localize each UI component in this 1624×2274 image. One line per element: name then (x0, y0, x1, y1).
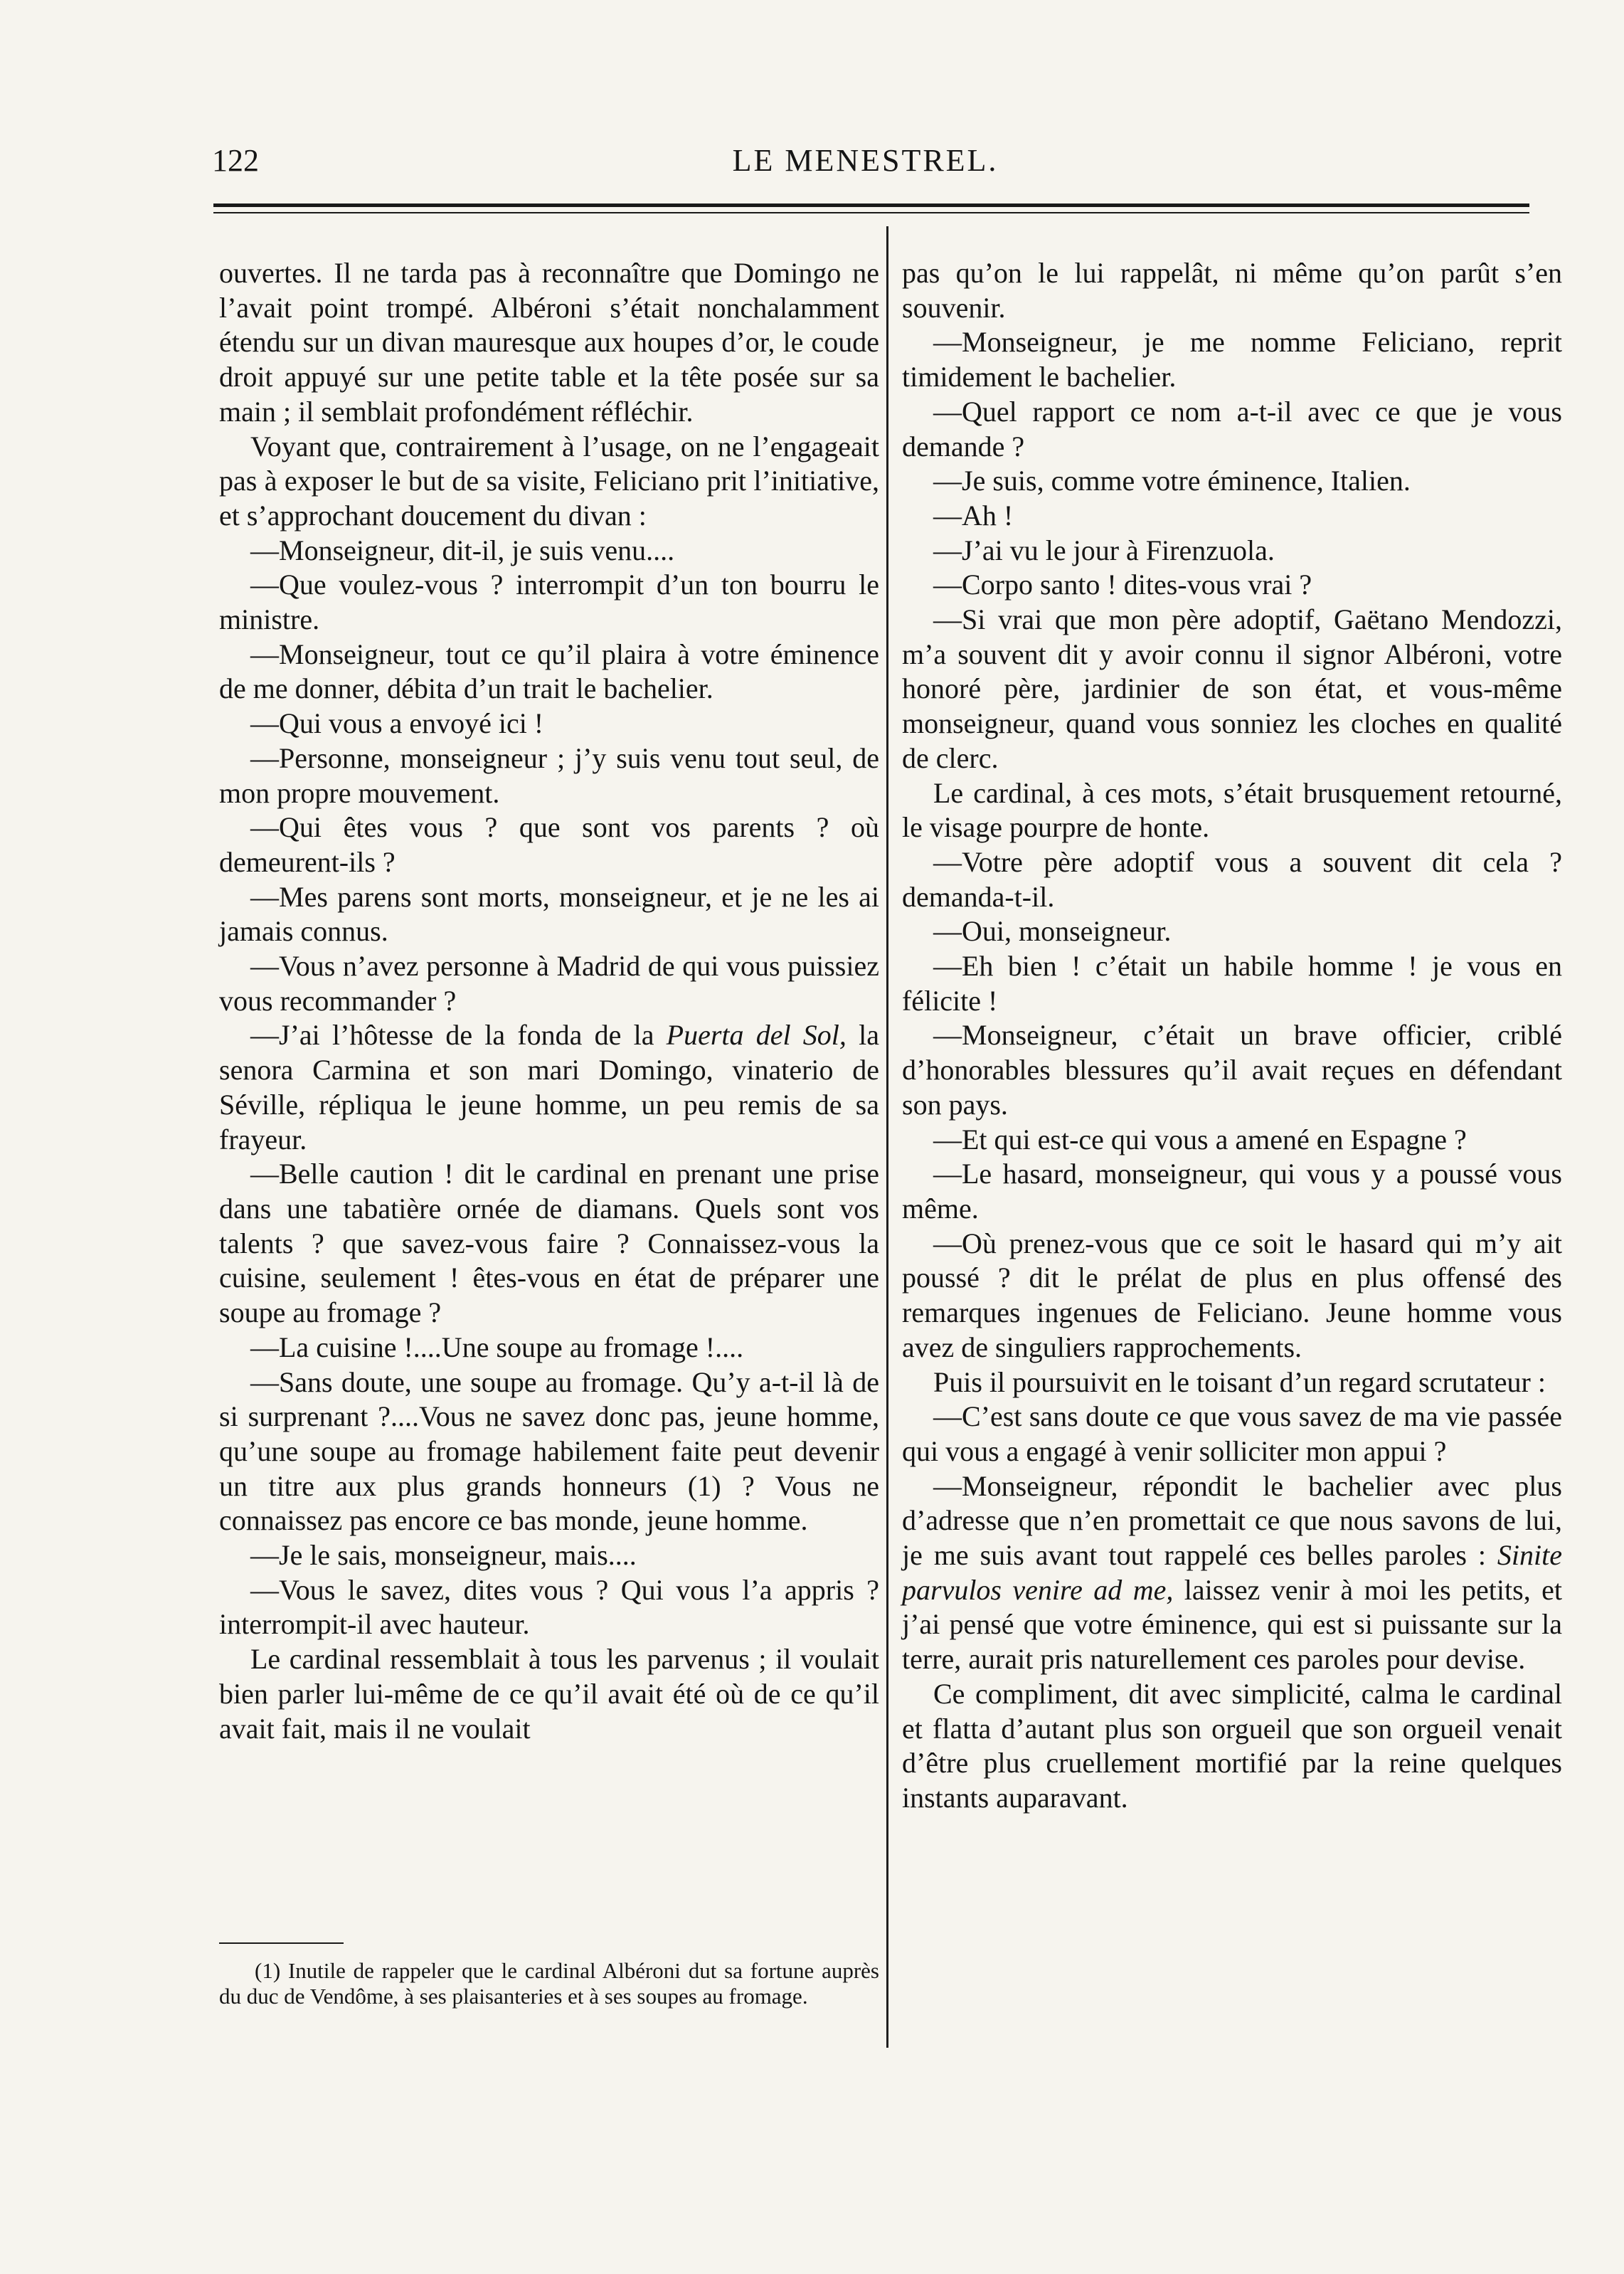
text-span: laissez venir à moi les petits, et j’ai pensé que votre éminence, qui est si puissante sur la terre, aurait pris naturellement ces paroles pour devise. (902, 1573, 1562, 1676)
paragraph: —Vous le savez, dites vous ? Qui vous l’a appris ? interrompit-il avec hauteur. (219, 1573, 879, 1641)
paragraph: —Que voulez-vous ? interrompit d’un ton bourru le ministre. (219, 568, 879, 636)
running-title: LE MENESTREL. (732, 143, 999, 178)
text-span: —J’ai l’hôtesse de la fonda de la (250, 1019, 667, 1052)
paragraph: —La cuisine !....Une soupe au fromage !.... (250, 1331, 744, 1363)
paragraph: —Où prenez-vous que ce soit le hasard qui m’y ait poussé ? dit le prélat de plus en plus offensé des remarques ingenues de Feliciano. Jeune homme vous avez de singuliers rapprochements. (902, 1227, 1562, 1363)
paragraph: Le cardinal ressemblait à tous les parvenus ; il voulait bien parler lui-même de ce qu’il avait été où de ce qu’il avait fait, mais il ne voulait (219, 1643, 879, 1745)
paragraph: —Personne, monseigneur ; j’y suis venu tout seul, de mon propre mouvement. (219, 741, 879, 809)
paragraph: —Monseigneur, c’était un brave officier, criblé d’honorables blessures qu’il avait reçues en défendant son pays. (902, 1019, 1562, 1121)
paragraph: —Je suis, comme votre éminence, Italien. (933, 465, 1411, 497)
paragraph: Puis il poursuivit en le toisant d’un regard scrutateur : (933, 1365, 1546, 1398)
paragraph: —Le hasard, monseigneur, qui vous y a poussé vous même. (902, 1158, 1562, 1225)
paragraph: —Sans doute, une soupe au fromage. Qu’y a-t-il là de si surprenant ?....Vous ne savez donc pas, jeune homme, qu’une soupe au fromage habilement faite peut devenir un titre aux plus grands honneurs (1) ? Vous ne connaissez pas encore ce bas monde, jeune homme. (219, 1365, 879, 1537)
paragraph (219, 1018, 879, 1157)
paragraph: —Quel rapport ce nom a-t-il avec ce que je vous demande ? (902, 395, 1562, 462)
paragraph: —Votre père adoptif vous a souvent dit cela ? demanda-t-il. (902, 845, 1562, 913)
text-span: la senora Carmina et son mari Domingo, vinaterio de Séville, répliqua le jeune homme, un peu remis de sa frayeur. (219, 1019, 879, 1155)
paragraph: —Monseigneur, dit-il, je suis venu.... (250, 534, 675, 566)
paragraph: —Monseigneur, je me nomme Feliciano, reprit timidement le bachelier. (902, 326, 1562, 393)
column-divider (886, 226, 888, 2048)
paragraph: —Monseigneur, tout ce qu’il plaira à votre éminence de me donner, débita d’un trait le bachelier. (219, 638, 879, 705)
paragraph: —J’ai vu le jour à Firenzuola. (933, 534, 1275, 566)
italic-span: Sinite parvulos venire ad me, (902, 1539, 1562, 1606)
paragraph: —Qui vous a envoyé ici ! (250, 707, 544, 740)
paragraph: —Belle caution ! dit le cardinal en prenant une prise dans une tabatière ornée de diamans. Quels sont vos talents ? que savez-vous faire ? Connaissez-vous la cuisine, seulement ! êtes-vous en état de préparer une soupe au fromage ? (219, 1158, 879, 1329)
paragraph: Voyant que, contrairement à l’usage, on ne l’engageait pas à exposer le but de sa visite, Feliciano prit l’initiative, et s’approchant doucement du divan : (219, 430, 879, 532)
footnote-rule (219, 1942, 344, 1944)
header-rule-thin (213, 212, 1529, 213)
paragraph: —Et qui est-ce qui vous a amené en Espagne ? (933, 1123, 1467, 1155)
paragraph: ouvertes. Il ne tarda pas à reconnaître que Domingo ne l’avait point trompé. Albéroni s’était nonchalamment étendu sur un divan mauresque aux houpes d’or, le coude droit appuyé sur une petite table et la tête posée sur sa main ; il semblait profondément réfléchir. (219, 257, 879, 428)
left-column (219, 256, 879, 1746)
italic-span: Puerta del Sol, (666, 1019, 847, 1052)
paragraph: —Eh bien ! c’était un habile homme ! je vous en félicite ! (902, 950, 1562, 1017)
paragraph (902, 1469, 1562, 1677)
paragraph: —Qui êtes vous ? que sont vos parents ? où demeurent-ils ? (219, 811, 879, 878)
paragraph: Ce compliment, dit avec simplicité, calma le cardinal et flatta d’autant plus son orgueil que son orgueil venait d’être plus cruellement mortifié par la reine quelques instants auparavant. (902, 1677, 1562, 1814)
footnote: (1) Inutile de rappeler que le cardinal Albéroni dut sa fortune auprès du duc de Vendôme, à ses plaisanteries et à ses soupes au fromage. (219, 1958, 879, 2009)
header-rule (213, 203, 1529, 207)
paragraph: —Mes parens sont morts, monseigneur, et je ne les ai jamais connus. (219, 880, 879, 948)
right-column (902, 256, 1562, 1816)
paragraph: pas qu’on le lui rappelât, ni même qu’on parût s’en souvenir. (902, 257, 1562, 324)
paragraph: —Oui, monseigneur. (933, 915, 1172, 948)
paragraph: —Vous n’avez personne à Madrid de qui vous puissiez vous recommander ? (219, 950, 879, 1017)
page-number: 122 (212, 143, 259, 178)
paragraph: —Corpo santo ! dites-vous vrai ? (933, 568, 1312, 601)
paragraph: —C’est sans doute ce que vous savez de ma vie passée qui vous a engagé à venir solliciter mon appui ? (902, 1400, 1562, 1467)
paragraph: —Ah ! (933, 499, 1014, 532)
paragraph: Le cardinal, à ces mots, s’était brusquement retourné, le visage pourpre de honte. (902, 776, 1562, 844)
page-header (206, 135, 1524, 192)
paragraph: —Je le sais, monseigneur, mais.... (250, 1539, 637, 1572)
paragraph: —Si vrai que mon père adoptif, Gaëtano Mendozzi, m’a souvent dit y avoir connu il signor Albéroni, votre honoré père, jardinier de son état, et vous-même monseigneur, quand vous sonniez les cloches en qualité de clerc. (902, 603, 1562, 774)
text-span: —Monseigneur, répondit le bachelier avec plus d’adresse que n’en promettait ce que nous savons de lui, je me suis avant tout rappelé ces belles paroles : (902, 1469, 1562, 1572)
